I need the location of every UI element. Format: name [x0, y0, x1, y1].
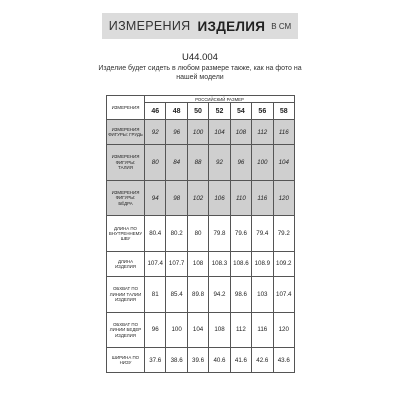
table-cell: 84 — [166, 144, 187, 180]
table-cell: 108 — [230, 120, 251, 145]
corner-header: ИЗМЕРЕНИЯ — [107, 96, 145, 120]
size-header: 54 — [230, 103, 251, 120]
row-label: ИЗМЕРЕНИЯ ФИГУРЫ: БЁДРА — [107, 180, 145, 216]
title-banner — [102, 13, 298, 39]
table-cell: 80.4 — [145, 216, 166, 252]
table-cell: 79.6 — [230, 216, 251, 252]
table-cell: 100 — [187, 120, 208, 145]
table-cell: 39.6 — [187, 348, 208, 373]
table-cell: 37.6 — [145, 348, 166, 373]
fit-note: Изделие будет сидеть в любом размере также, как на фото на нашей модели — [98, 65, 302, 81]
size-header: 56 — [252, 103, 273, 120]
table-cell: 79.4 — [252, 216, 273, 252]
table-row — [107, 276, 295, 312]
table-cell: 108.3 — [209, 252, 230, 277]
table-cell: 81 — [145, 276, 166, 312]
table-cell: 96 — [166, 120, 187, 145]
table-cell: 106 — [209, 180, 230, 216]
table-cell: 112 — [252, 120, 273, 145]
table-cell: 88 — [187, 144, 208, 180]
table-cell: 108.9 — [252, 252, 273, 277]
size-header: 58 — [273, 103, 294, 120]
row-label: ШИРИНА ПО НИЗУ — [107, 348, 145, 373]
table-cell: 79.8 — [209, 216, 230, 252]
row-label: ИЗМЕРЕНИЯ ФИГУРЫ: ТАЛИЯ — [107, 144, 145, 180]
table-cell: 120 — [273, 312, 294, 348]
table-cell: 107.4 — [145, 252, 166, 277]
size-group-header: РОССИЙСКИЙ РАЗМЕР — [145, 96, 295, 103]
table-cell: 104 — [273, 144, 294, 180]
row-label: ОБХВАТ ПО ЛИНИИ ТАЛИИ ИЗДЕЛИЯ — [107, 276, 145, 312]
table-cell: 107.7 — [166, 252, 187, 277]
table-cell: 96 — [145, 312, 166, 348]
table-cell: 94 — [145, 180, 166, 216]
table-cell: 43.6 — [273, 348, 294, 373]
table-row — [107, 120, 295, 145]
table-cell: 38.6 — [166, 348, 187, 373]
size-header: 46 — [145, 103, 166, 120]
table-cell: 85.4 — [166, 276, 187, 312]
header-row-group — [107, 96, 295, 103]
table-cell: 104 — [187, 312, 208, 348]
table-cell: 108 — [187, 252, 208, 277]
title-unit: В СМ — [271, 21, 292, 31]
table-cell: 108.6 — [230, 252, 251, 277]
table-cell: 98 — [166, 180, 187, 216]
table-cell: 40.6 — [209, 348, 230, 373]
table-cell: 104 — [209, 120, 230, 145]
title-word-product: ИЗДЕЛИЯ — [197, 18, 266, 34]
row-label: ДЛИНА ПО ВНУТРЕННЕМУ ШВУ — [107, 216, 145, 252]
table-cell: 116 — [273, 120, 294, 145]
table-cell: 103 — [252, 276, 273, 312]
table-cell: 42.6 — [252, 348, 273, 373]
table-row — [107, 144, 295, 180]
table-cell: 80 — [187, 216, 208, 252]
table-cell: 98.6 — [230, 276, 251, 312]
row-label: ИЗМЕРЕНИЯ ФИГУРЫ: ГРУДЬ — [107, 120, 145, 145]
table-cell: 109.2 — [273, 252, 294, 277]
size-table-body — [107, 96, 295, 373]
table-cell: 112 — [230, 312, 251, 348]
table-cell: 110 — [230, 180, 251, 216]
size-header: 50 — [187, 103, 208, 120]
table-cell: 89.8 — [187, 276, 208, 312]
table-row — [107, 348, 295, 373]
article-code: U44.004 — [182, 52, 218, 63]
table-cell: 116 — [252, 312, 273, 348]
table-cell: 108 — [209, 312, 230, 348]
table-row — [107, 252, 295, 277]
table-cell: 96 — [230, 144, 251, 180]
table-cell: 94.2 — [209, 276, 230, 312]
size-header: 52 — [209, 103, 230, 120]
table-row — [107, 312, 295, 348]
table-cell: 120 — [273, 180, 294, 216]
table-cell: 102 — [187, 180, 208, 216]
table-cell: 116 — [252, 180, 273, 216]
table-cell: 41.6 — [230, 348, 251, 373]
size-table — [106, 95, 295, 373]
size-header: 48 — [166, 103, 187, 120]
title-word-measurements: ИЗМЕРЕНИЯ — [108, 19, 191, 33]
table-row — [107, 180, 295, 216]
row-label: ДЛИНА ИЗДЕЛИЯ — [107, 252, 145, 277]
table-cell: 100 — [166, 312, 187, 348]
table-cell: 79.2 — [273, 216, 294, 252]
table-cell: 100 — [252, 144, 273, 180]
table-cell: 92 — [145, 120, 166, 145]
table-row — [107, 216, 295, 252]
table-cell: 80.2 — [166, 216, 187, 252]
row-label: ОБХВАТ ПО ЛИНИИ БЕДЕР ИЗДЕЛИЯ — [107, 312, 145, 348]
table-cell: 92 — [209, 144, 230, 180]
table-cell: 107.4 — [273, 276, 294, 312]
table-cell: 80 — [145, 144, 166, 180]
